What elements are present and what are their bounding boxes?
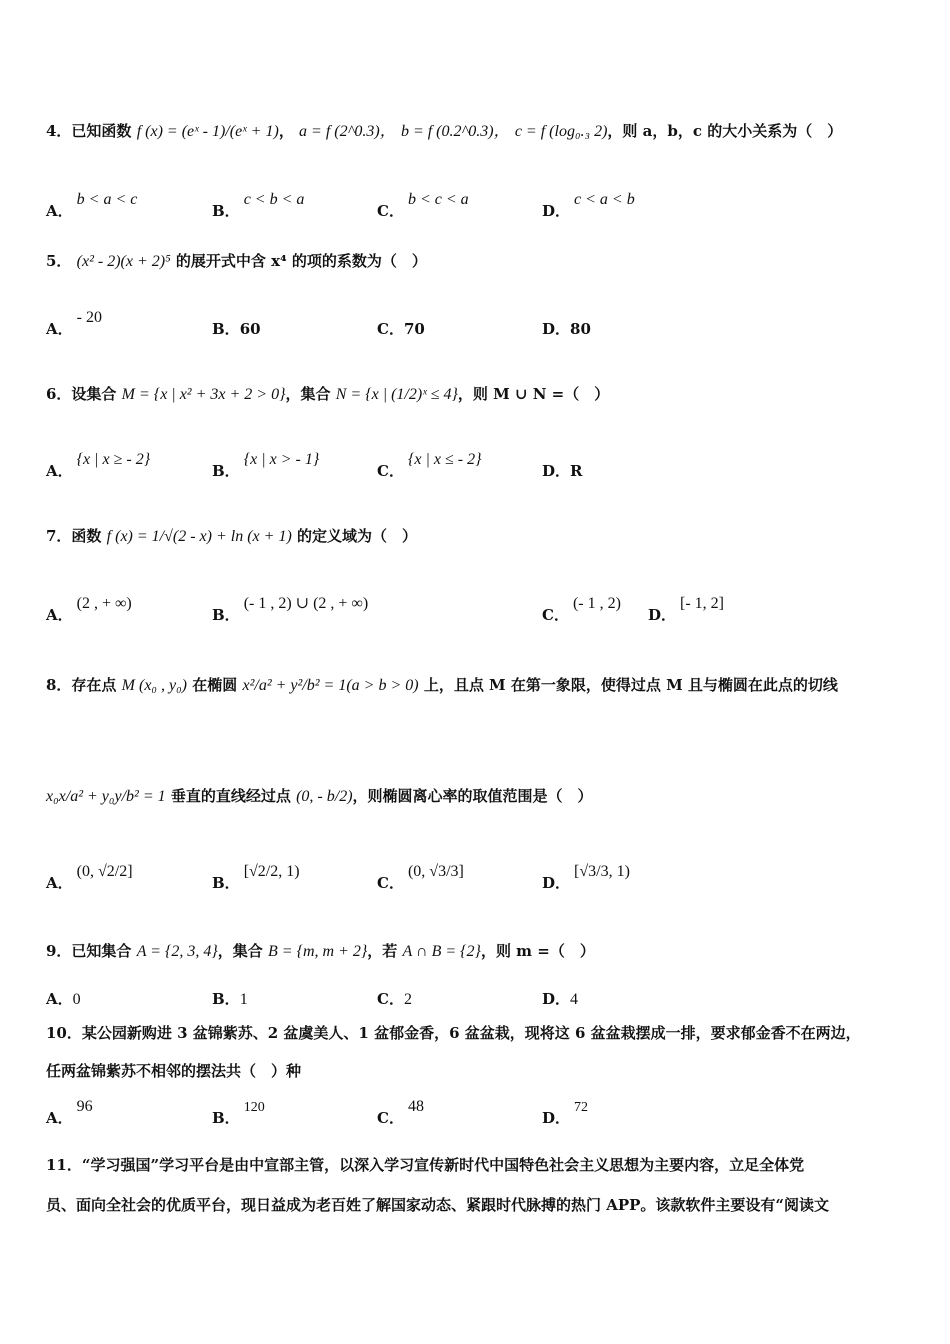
q9-option-d[interactable] xyxy=(542,988,578,1009)
option-value: [√2/2, 1) xyxy=(243,863,300,880)
q4-suffix: ，则 a，b，c 的大小关系为（ ） xyxy=(607,122,843,140)
q8-tangent: x₀x/a² + y₀y/b² = 1 xyxy=(46,788,166,805)
option-label: C． xyxy=(377,320,404,338)
option-value: 96 xyxy=(76,1098,93,1115)
option-value: 48 xyxy=(407,1098,424,1115)
q10-line-1: 10．某公园新购进 3 盆锦紫苏、2 盆虞美人、1 盆郁金香，6 盆盆栽，现将这 6 盆盆栽摆成一排，要求郁金香不在两边， xyxy=(46,1024,861,1042)
option-value: (- 1 , 2) ∪ (2 , + ∞) xyxy=(243,595,369,612)
q9-mid: ，集合 xyxy=(217,942,263,960)
q6-option-d[interactable] xyxy=(542,460,582,481)
option-value: 2 xyxy=(403,991,412,1008)
q4-prefix: 4．已知函数 xyxy=(46,122,132,140)
q4-b: b = f (0.2^0.3)， xyxy=(400,123,510,140)
option-label: A． xyxy=(46,990,73,1008)
question-11 xyxy=(46,1145,911,1225)
option-value: R xyxy=(570,462,583,480)
q8-option-d[interactable] xyxy=(542,863,630,893)
q10-option-d[interactable] xyxy=(542,1100,589,1128)
option-label: A． xyxy=(46,1109,73,1127)
q9-option-b[interactable] xyxy=(212,988,248,1009)
q4-a: a = f (2^0.3)， xyxy=(299,123,396,140)
q11-line-1: 11．“学习强国”学习平台是由中宣部主管，以深入学习宣传新时代中国特色社会主义思想为主要内容，立足全体党 xyxy=(46,1156,805,1174)
option-value: 4 xyxy=(570,991,579,1008)
q7-option-b[interactable] xyxy=(212,595,369,625)
option-label: C． xyxy=(377,990,404,1008)
option-value: 70 xyxy=(403,320,425,338)
q5-option-a[interactable] xyxy=(46,309,102,339)
option-value: (- 1 , 2) xyxy=(572,595,621,612)
option-label: A． xyxy=(46,606,73,624)
q9-set-b: B = {m, m + 2} xyxy=(268,943,368,960)
option-value: {x | x ≤ - 2} xyxy=(407,451,482,468)
q8-option-b[interactable] xyxy=(212,863,300,893)
q7-prefix: 7．函数 xyxy=(46,527,102,545)
option-label: B． xyxy=(212,1109,240,1127)
option-label: C． xyxy=(377,462,404,480)
option-value: {x | x ≥ - 2} xyxy=(76,451,151,468)
q10-option-c[interactable] xyxy=(377,1098,424,1128)
q7-option-c[interactable] xyxy=(542,595,621,625)
option-label: A． xyxy=(46,320,73,338)
q8-mid: 在椭圆 xyxy=(192,676,238,694)
option-value: (0, √2/2] xyxy=(76,863,133,880)
option-value: (0, √3/3] xyxy=(407,863,464,880)
option-label: B． xyxy=(212,320,240,338)
q5-option-d[interactable] xyxy=(542,318,591,339)
option-value: 120 xyxy=(243,1100,265,1115)
question-4: 4．已知函数 f (x) = (eˣ - 1)/(eˣ + 1)， a = f (2^0.3)， b = f (0.2^0.3)， c = f (log₀.₃ 2)，则 a，b，c 的大小关系为（ ） xyxy=(46,122,843,140)
q4-option-b[interactable] xyxy=(212,191,305,221)
option-label: A． xyxy=(46,202,73,220)
option-label: D． xyxy=(542,874,571,892)
q9-suffix: ，则 m =（ ） xyxy=(480,942,595,960)
option-label: C． xyxy=(542,606,569,624)
q6-option-c[interactable] xyxy=(377,451,482,481)
option-label: D． xyxy=(542,202,571,220)
q9-option-a[interactable] xyxy=(46,988,81,1009)
question-7 xyxy=(46,525,417,546)
option-label: A． xyxy=(46,462,73,480)
option-label: B． xyxy=(212,606,240,624)
q6-set-n: N = {x | (1/2)ˣ ≤ 4} xyxy=(335,386,458,403)
q10-line-2: 任两盆锦紫苏不相邻的摆法共（ ）种 xyxy=(46,1062,302,1080)
option-label: B． xyxy=(212,462,240,480)
option-value: b < c < a xyxy=(407,191,469,208)
q6-suffix: ，则 M ∪ N =（ ） xyxy=(457,385,610,403)
q5-option-c[interactable] xyxy=(377,318,425,339)
option-value: - 20 xyxy=(76,309,102,326)
question-10 xyxy=(46,1014,911,1090)
q7-function: f (x) = 1/√(2 - x) + ln (x + 1) xyxy=(106,528,292,545)
option-value: b < a < c xyxy=(76,191,138,208)
option-value: 1 xyxy=(239,991,248,1008)
option-value: 0 xyxy=(72,991,81,1008)
q5-expression: (x² - 2)(x + 2)⁵ xyxy=(76,253,171,270)
q8-point: M (x₀ , y₀) xyxy=(121,677,187,694)
q9-prefix: 9．已知集合 xyxy=(46,942,132,960)
option-label: D． xyxy=(542,990,571,1008)
q4-c: c = f (log₀.₃ 2) xyxy=(514,123,608,140)
q11-line-2: 员、面向全社会的优质平台，现日益成为老百姓了解国家动态、紧跟时代脉搏的热门 APP。该款软件主要设有“阅读文 xyxy=(46,1196,830,1214)
q6-mid: ，集合 xyxy=(285,385,331,403)
option-value: 80 xyxy=(570,320,591,338)
q4-option-a[interactable] xyxy=(46,191,138,221)
question-9 xyxy=(46,940,595,961)
q9-condition: A ∩ B = {2} xyxy=(402,943,481,960)
q5-option-b[interactable] xyxy=(212,318,261,339)
option-label: B． xyxy=(212,874,240,892)
question-5 xyxy=(46,250,427,271)
q8-suffix-1: 上，且点 M 在第一象限，使得过点 M 且与椭圆在此点的切线 xyxy=(423,676,838,694)
q7-option-a[interactable] xyxy=(46,595,132,625)
q9-option-c[interactable] xyxy=(377,988,412,1009)
q8-option-a[interactable] xyxy=(46,863,133,893)
option-label: D． xyxy=(648,606,677,624)
q6-option-a[interactable] xyxy=(46,451,151,481)
q7-option-d[interactable] xyxy=(648,595,724,625)
option-value: [√3/3, 1) xyxy=(574,863,630,880)
option-label: D． xyxy=(542,320,571,338)
q8-point-b: (0, - b/2) xyxy=(296,788,353,805)
option-label: A． xyxy=(46,874,73,892)
q8-mid-2: 垂直的直线经过点 xyxy=(170,787,291,805)
option-label: D． xyxy=(542,462,571,480)
option-label: C． xyxy=(377,1109,404,1127)
question-8-line-2 xyxy=(46,785,593,806)
q8-option-c[interactable] xyxy=(377,863,464,893)
q5-prefix: 5． xyxy=(46,252,72,270)
option-label: B． xyxy=(212,990,240,1008)
q9-mid-2: ，若 xyxy=(367,942,398,960)
q8-prefix: 8．存在点 xyxy=(46,676,117,694)
option-label: C． xyxy=(377,202,404,220)
q8-ellipse: x²/a² + y²/b² = 1(a > b > 0) xyxy=(242,677,419,694)
q10-option-a[interactable] xyxy=(46,1098,93,1128)
option-value: {x | x > - 1} xyxy=(243,451,320,468)
q7-suffix: 的定义域为（ ） xyxy=(297,527,418,545)
option-value: 60 xyxy=(239,320,261,338)
option-value: c < b < a xyxy=(243,191,305,208)
option-label: B． xyxy=(212,202,240,220)
option-label: D． xyxy=(542,1109,571,1127)
q4-option-c[interactable] xyxy=(377,191,469,221)
q8-suffix-2: ，则椭圆离心率的取值范围是（ ） xyxy=(352,787,593,805)
option-label: C． xyxy=(377,874,404,892)
question-6 xyxy=(46,383,609,404)
q9-set-a: A = {2, 3, 4} xyxy=(136,943,218,960)
option-value: c < a < b xyxy=(574,191,635,208)
q10-option-b[interactable] xyxy=(212,1100,265,1128)
q6-prefix: 6．设集合 xyxy=(46,385,117,403)
q4-function: f (x) = (eˣ - 1)/(eˣ + 1) xyxy=(136,123,279,140)
option-value: (2 , + ∞) xyxy=(76,595,132,612)
option-value: [- 1, 2] xyxy=(680,595,724,612)
q6-set-m: M = {x | x² + 3x + 2 > 0} xyxy=(121,386,286,403)
question-8-line-1 xyxy=(46,674,838,695)
q5-suffix: 的展开式中含 x⁴ 的项的系数为（ ） xyxy=(175,252,427,270)
q4-option-d[interactable] xyxy=(542,191,635,221)
option-value: 72 xyxy=(574,1100,589,1115)
q6-option-b[interactable] xyxy=(212,451,320,481)
